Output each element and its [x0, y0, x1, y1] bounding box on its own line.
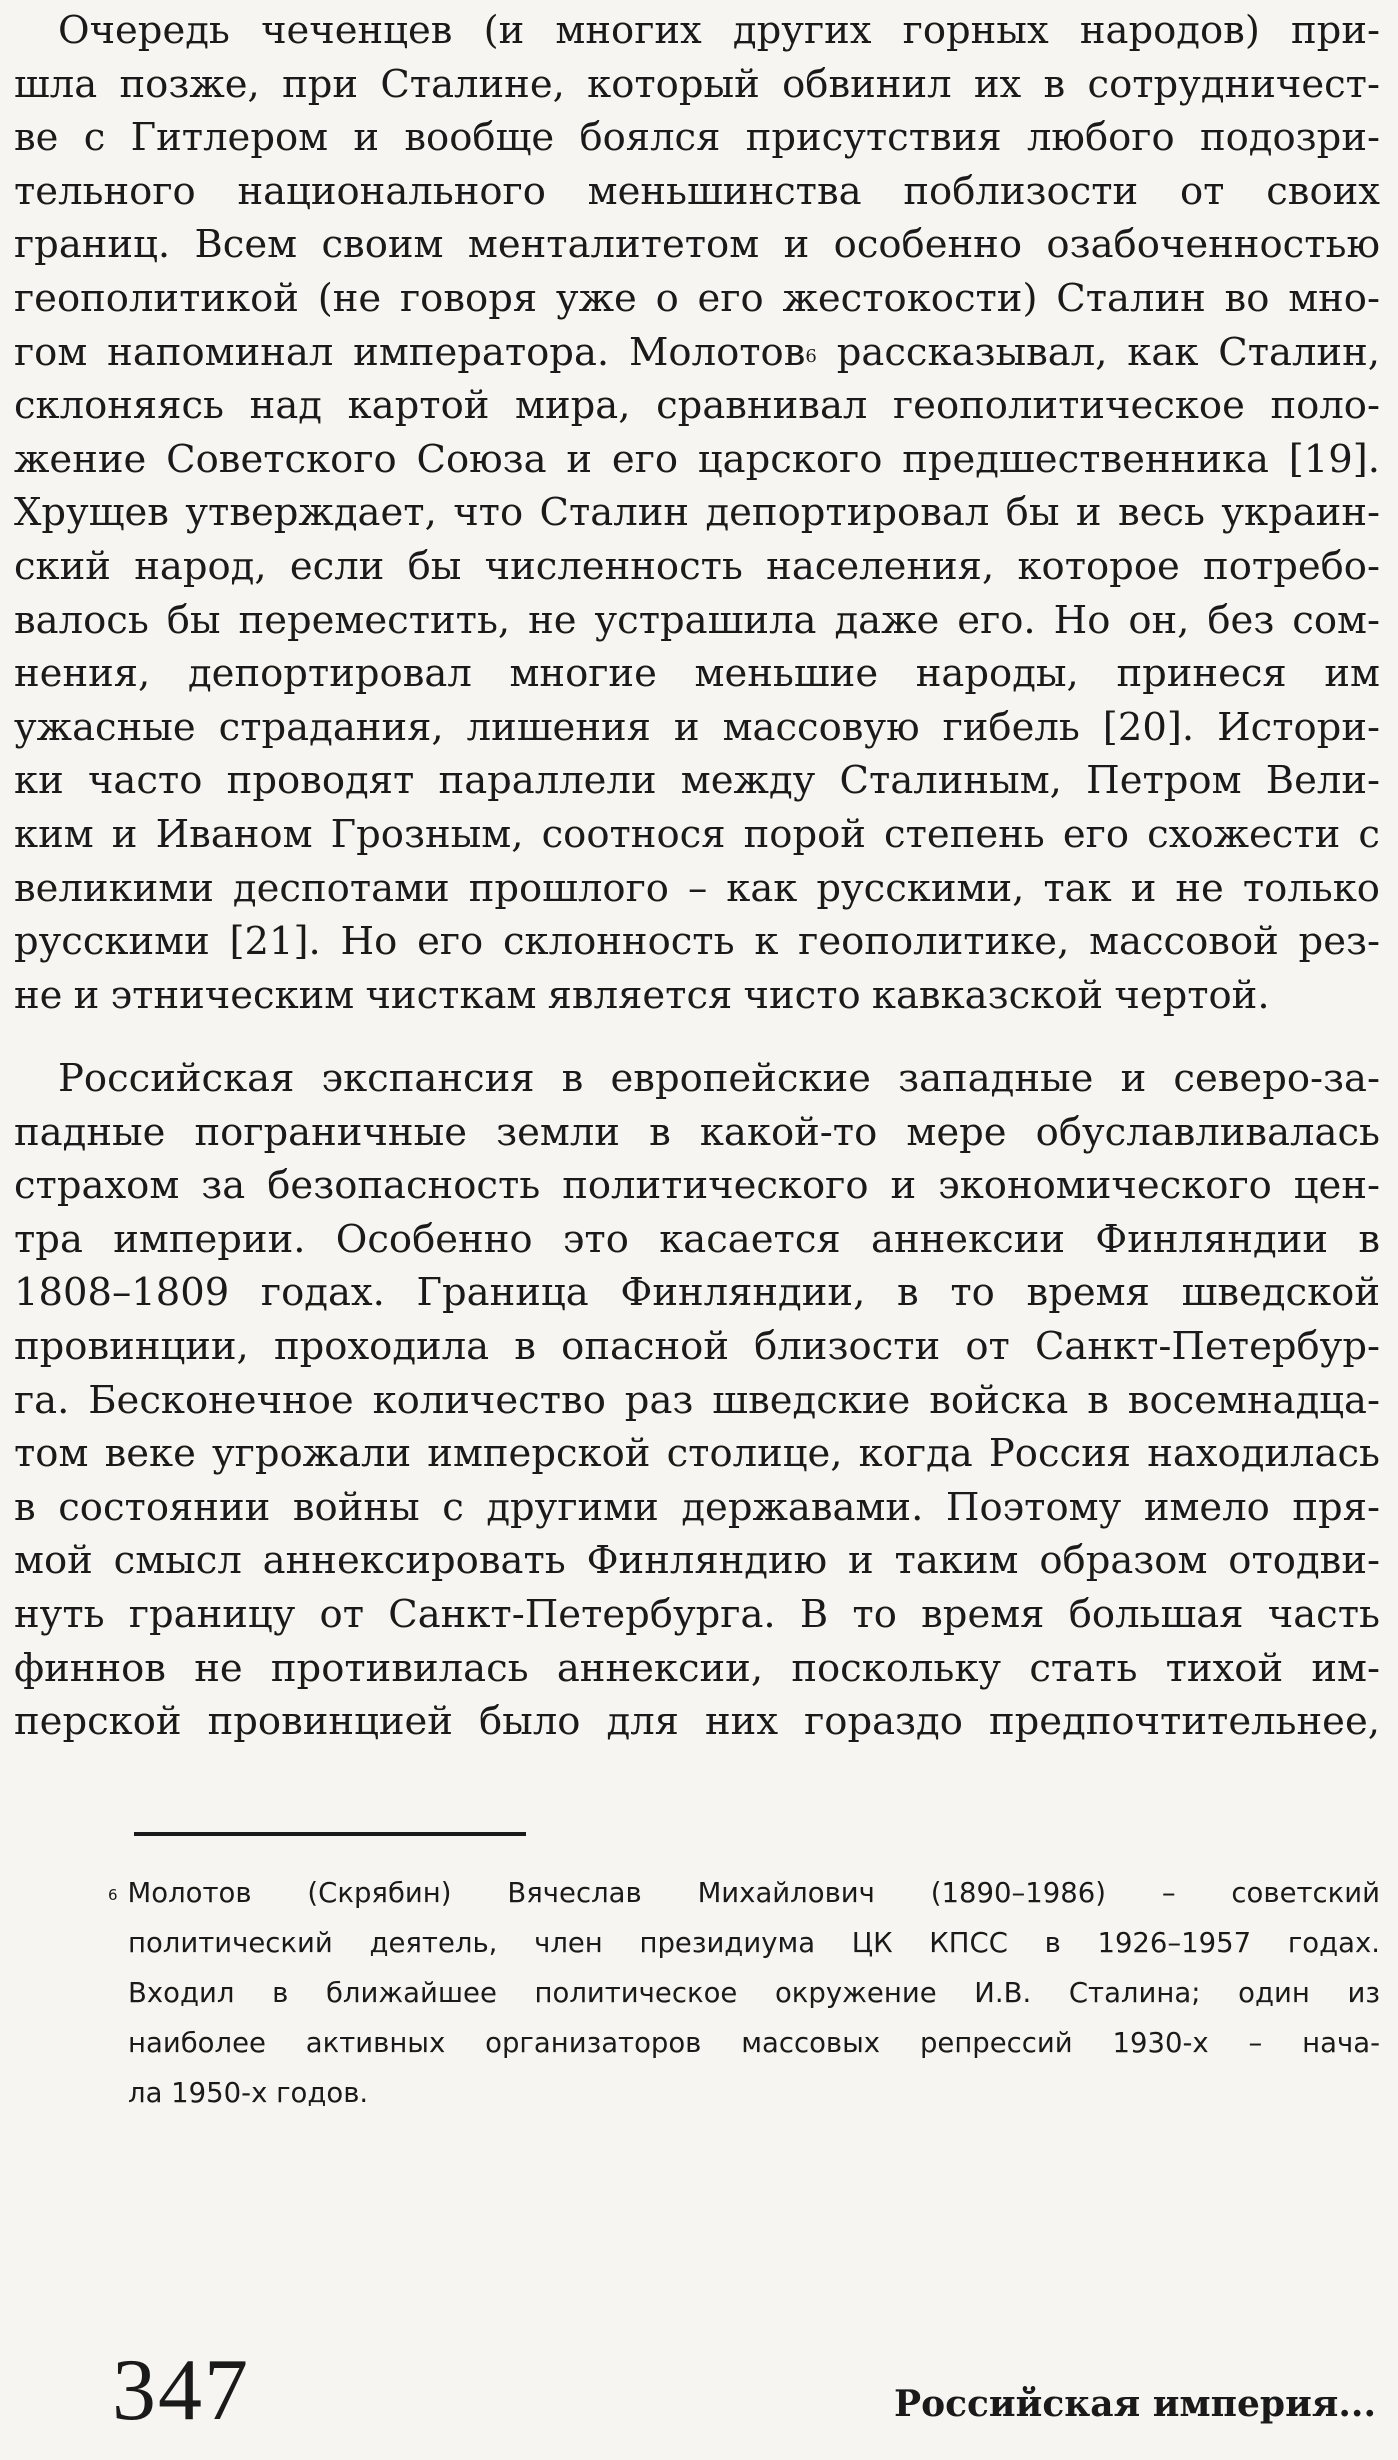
text-line: ким и Иваном Грозным, соотнося порой степень его схожести с: [14, 811, 1380, 857]
text-line: мой смысл аннексировать Финляндию и таким образом отодви-: [14, 1538, 1380, 1584]
text-segment: гом напоминал императора. Молотов: [14, 329, 806, 375]
text-line: Очередь чеченцев (и многих других горных народов) при-: [58, 8, 1380, 53]
text-line: финнов не противилась аннексии, поскольку стать тихой им-: [14, 1645, 1380, 1691]
text-line: в состоянии войны с другими державами. Поэтому имело пря-: [14, 1484, 1380, 1530]
page-number: 347: [112, 2342, 250, 2439]
text-line: русскими [21]. Но его склонность к геополитике, массовой рез-: [14, 919, 1380, 965]
footnote-marker: 6: [108, 1886, 118, 1904]
text-line: страхом за безопасность политического и экономического цен-: [14, 1163, 1380, 1209]
text-segment: рассказывал, как Сталин,: [816, 329, 1380, 375]
text-segment: Молотов (Скрябин) Вячеслав Михайлович (1890–1986) – советский: [127, 1877, 1380, 1909]
text-line: границ. Всем своим менталитетом и особенно озабоченностью: [14, 222, 1380, 268]
text-line: тельного национального меньшинства поблизости от своих: [14, 168, 1380, 214]
text-line: великими деспотами прошлого – как русскими, так и не только: [14, 865, 1380, 911]
footnote-line: ла 1950-х годов.: [128, 2077, 369, 2109]
footnote-separator: [134, 1832, 526, 1836]
text-line: том веке угрожали имперской столице, когда Россия находилась: [14, 1431, 1380, 1477]
paragraph-2: [14, 1052, 1380, 1749]
text-line: нения, депортировал многие меньшие народы, принеся им: [14, 651, 1380, 697]
text-line: Российская экспансия в европейские западные и северо-за-: [58, 1056, 1380, 1101]
text-line: перской провинцией было для них гораздо предпочтительнее,: [14, 1699, 1380, 1745]
footnote-line: [108, 1868, 1380, 1918]
footnote: [108, 1868, 1380, 2118]
text-line: шла позже, при Сталине, который обвинил их в сотрудничест-: [14, 61, 1380, 107]
text-line: ский народ, если бы численность населения, которое потребо-: [14, 543, 1380, 589]
text-line: 1808–1809 годах. Граница Финляндии, в то время шведской: [14, 1270, 1380, 1316]
book-page: [14, 4, 1380, 2456]
text-line: валось бы переместить, не устрашила даже его. Но он, без сом-: [14, 597, 1380, 643]
text-line: нуть границу от Санкт-Петербурга. В то время большая часть: [14, 1591, 1380, 1637]
footnote-line: политический деятель, член президиума ЦК КПСС в 1926–1957 годах.: [128, 1927, 1380, 1959]
text-line: жение Советского Союза и его царского предшественника [19].: [14, 436, 1380, 482]
footnote-reference[interactable]: 6: [805, 345, 817, 367]
text-line: провинции, проходила в опасной близости от Санкт-Петербур-: [14, 1323, 1380, 1369]
text-line: склоняясь над картой мира, сравнивал геополитическое поло-: [14, 383, 1380, 429]
text-line: ки часто проводят параллели между Сталиным, Петром Вели-: [14, 758, 1380, 804]
text-line: падные пограничные земли в какой-то мере обуславливалась: [14, 1109, 1380, 1155]
text-line: геополитикой (не говоря уже о его жестокости) Сталин во мно-: [14, 275, 1380, 321]
text-line: га. Бесконечное количество раз шведские войска в восемнадца-: [14, 1377, 1380, 1423]
text-line: не и этническим чисткам является чисто кавказской чертой.: [14, 972, 1270, 1018]
text-line: ве с Гитлером и вообще боялся присутствия любого подозри-: [14, 115, 1380, 161]
text-line: тра империи. Особенно это касается аннексии Финляндии в: [14, 1216, 1380, 1262]
running-title: Российская империя...: [894, 2383, 1376, 2425]
text-line: Хрущев утверждает, что Сталин депортировал бы и весь украин-: [14, 490, 1380, 536]
paragraph-1: [14, 4, 1380, 1022]
text-line: ужасные страдания, лишения и массовую гибель [20]. Истори-: [14, 704, 1380, 750]
footnote-line: наиболее активных организаторов массовых репрессий 1930-х – нача-: [128, 2027, 1380, 2059]
text-line-with-footnote-ref: [14, 326, 1380, 380]
footnote-line: Входил в ближайшее политическое окружение И.В. Сталина; один из: [128, 1977, 1380, 2009]
